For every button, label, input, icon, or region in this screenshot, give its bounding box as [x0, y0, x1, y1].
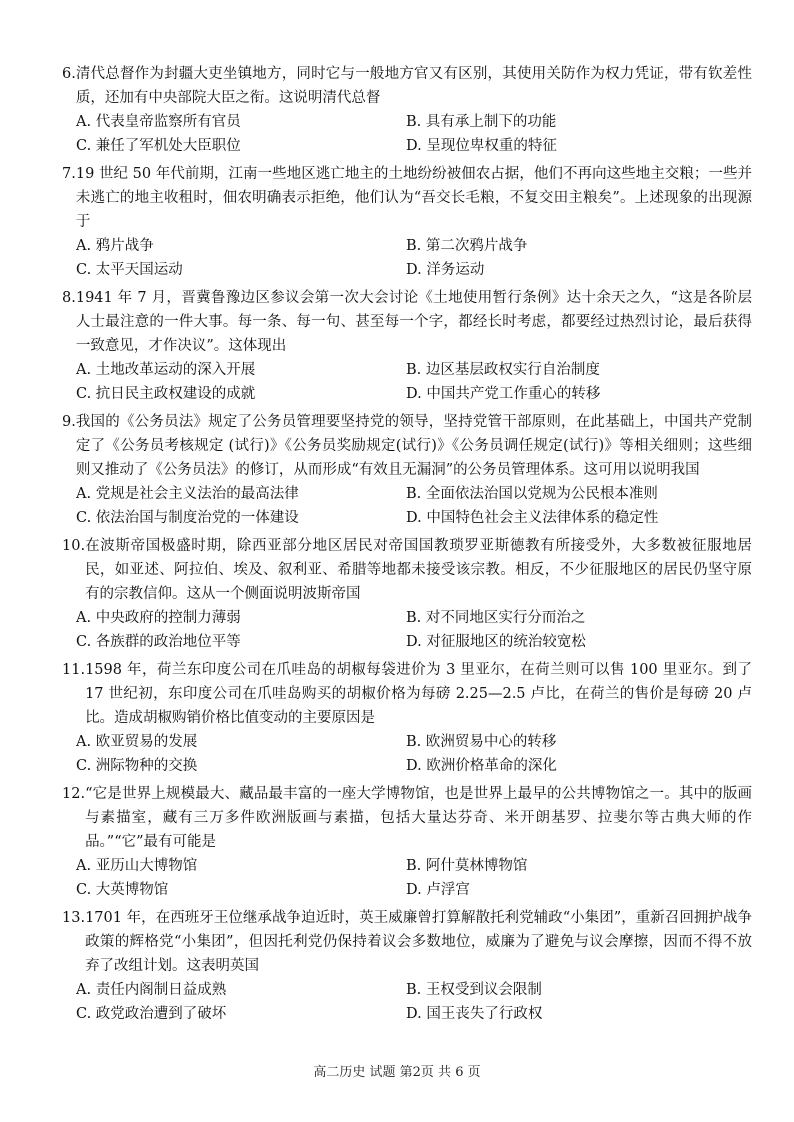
answer-options [62, 978, 752, 1026]
answer-options [62, 482, 752, 530]
question-9 [62, 410, 752, 530]
question-stem [62, 782, 752, 854]
option-a: A. 鸦片战争 [76, 238, 154, 254]
question-text: 清代总督作为封疆大吏坐镇地方，同时它与一般地方官又有区别，其使用关防作为权力凭证，带有钦差性质，还加有中央部院大臣之衔。这说明清代总督 [75, 66, 752, 106]
answer-options [62, 730, 752, 778]
option-d: D. 洋务运动 [406, 262, 485, 278]
question-text: “它是世界上规模最大、藏品最丰富的一座大学博物馆，也是世界上最早的公共博物馆之一。其中的版画与素描室，藏有三万多件欧洲版画与素描，包括大量达芬奇、米开朗基罗、拉斐尔等古典大师的作品。”“它”最有可能是 [85, 786, 752, 850]
option-a: A. 亚历山大博物馆 [76, 858, 198, 874]
question-text: 1701 年，在西班牙王位继承战争迫近时，英王威廉曾打算解散托利党辅政“小集团”，重新召回拥护战争政策的辉格党“小集团”，但因托利党仍保持着议会多数地位，威廉为了避免与议会摩擦，因而不得不放弃了改组计划。这表明英国 [85, 910, 752, 974]
option-c: C. 太平天国运动 [76, 262, 183, 278]
option-a: A. 责任内阁制日益成熟 [76, 982, 227, 998]
question-number: 10. [62, 538, 86, 554]
option-b: B. 王权受到议会限制 [406, 982, 542, 998]
question-stem [62, 534, 752, 606]
option-b: B. 阿什莫林博物馆 [406, 858, 528, 874]
question-6 [62, 62, 752, 158]
question-text: 19 世纪 50 年代前期，江南一些地区逃亡地主的土地纷纷被佃农占据，他们不再向这些地主交粮；一些并未逃亡的地主收租时，佃农明确表示拒绝，他们认为“吾交长毛粮，不复交田主粮矣”。上述现象的出现源于 [75, 166, 752, 230]
exam-page [62, 62, 752, 1030]
option-b: B. 对不同地区实行分而治之 [406, 610, 586, 626]
option-c: C. 大英博物馆 [76, 882, 169, 898]
page-footer: 高二历史 试题 第2页 共 6 页 [313, 1065, 481, 1080]
answer-options [62, 234, 752, 282]
answer-options [62, 606, 752, 654]
option-b: B. 第二次鸦片战争 [406, 238, 528, 254]
question-stem [62, 286, 752, 358]
answer-options [62, 110, 752, 158]
question-number: 9. [62, 414, 76, 430]
answer-options [62, 854, 752, 902]
option-c: C. 依法治国与制度治党的一体建设 [76, 510, 299, 526]
question-number: 7. [62, 166, 76, 182]
question-11 [62, 658, 752, 778]
question-number: 13. [62, 910, 86, 926]
question-text: 1598 年，荷兰东印度公司在爪哇岛的胡椒每袋进价为 3 里亚尔，在荷兰则可以售 100 里亚尔。到了 17 世纪初，东印度公司在爪哇岛购买的胡椒价格为每磅 2.25—2.5 卢比，在荷兰的售价是每磅 20 卢比。造成胡椒购销价格比值变动的主要原因是 [85, 662, 752, 726]
question-12 [62, 782, 752, 902]
option-d: D. 中国共产党工作重心的转移 [406, 386, 601, 402]
option-a: A. 中央政府的控制力薄弱 [76, 610, 241, 626]
question-8 [62, 286, 752, 406]
question-10 [62, 534, 752, 654]
option-c: C. 各族群的政治地位平等 [76, 634, 241, 650]
option-a: A. 代表皇帝监察所有官员 [76, 114, 241, 130]
option-c: C. 抗日民主政权建设的成就 [76, 386, 256, 402]
question-stem [62, 62, 752, 110]
option-d: D. 卢浮宫 [406, 882, 470, 898]
question-stem [62, 410, 752, 482]
question-text: 在波斯帝国极盛时期，除西亚部分地区居民对帝国国教琐罗亚斯德教有所接受外，大多数被征服地居民，如亚述、阿拉伯、埃及、叙利亚、希腊等地都未接受该宗教。相反，不少征服地区的居民仍坚守原有的宗教信仰。这从一个侧面说明波斯帝国 [85, 538, 752, 602]
option-c: C. 兼任了军机处大臣职位 [76, 138, 241, 154]
option-c: C. 洲际物种的交换 [76, 758, 198, 774]
option-d: D. 对征服地区的统治较宽松 [406, 634, 586, 650]
question-stem [62, 906, 752, 978]
question-number: 8. [62, 290, 76, 306]
question-text: 1941 年 7 月，晋冀鲁豫边区参议会第一次大会讨论《土地使用暂行条例》达十余天之久，“这是各阶层人士最注意的一件大事。每一条、每一句、甚至每一个字，都经长时考虑，都要经过热烈讨论，最后获得一致意见，才作决议”。这体现出 [75, 290, 752, 354]
option-d: D. 国王丧失了行政权 [406, 1006, 543, 1022]
option-d: D. 欧洲价格革命的深化 [406, 758, 557, 774]
option-b: B. 全面依法治国以党规为公民根本准则 [406, 486, 658, 502]
question-number: 6. [62, 66, 76, 82]
option-b: B. 具有承上制下的功能 [406, 114, 557, 130]
question-number: 11. [62, 662, 86, 678]
option-b: B. 边区基层政权实行自治制度 [406, 362, 600, 378]
question-stem [62, 162, 752, 234]
answer-options [62, 358, 752, 406]
option-c: C. 政党政治遭到了破坏 [76, 1006, 227, 1022]
question-number: 12. [62, 786, 86, 802]
question-stem [62, 658, 752, 730]
question-7 [62, 162, 752, 282]
option-d: D. 呈现位卑权重的特征 [406, 138, 557, 154]
option-a: A. 土地改革运动的深入开展 [76, 362, 256, 378]
option-b: B. 欧洲贸易中心的转移 [406, 734, 557, 750]
option-d: D. 中国特色社会主义法律体系的稳定性 [406, 510, 659, 526]
question-13 [62, 906, 752, 1026]
option-a: A. 欧亚贸易的发展 [76, 734, 198, 750]
option-a: A. 党规是社会主义法治的最高法律 [76, 486, 299, 502]
question-text: 我国的《公务员法》规定了公务员管理要坚持党的领导，坚持党管干部原则，在此基础上，中国共产党制定了《公务员考核规定 (试行)》《公务员奖励规定(试行)》《公务员调任规定(试行)》等相关细则；这些细则又推动了《公务员法》的修订，从而形成“有效且无漏洞”的公务员管理体系。这可用以说明我国 [75, 414, 752, 478]
